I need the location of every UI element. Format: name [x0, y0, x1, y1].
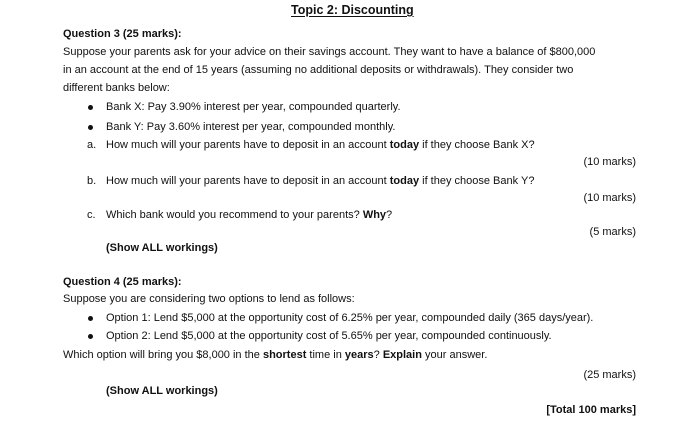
prompt-emphasis-years: years: [344, 349, 374, 361]
prompt-text: Which option will bring you $8,000 in the: [63, 349, 263, 361]
part-b-text-end: if they choose Bank Y?: [419, 175, 535, 187]
total-marks: [Total 100 marks]: [546, 404, 636, 416]
part-c-text: Which bank would you recommend to your parents?: [106, 209, 363, 221]
question-4-workings: (Show ALL workings): [106, 385, 218, 397]
part-b-text: How much will your parents have to deposit in an account: [106, 175, 390, 187]
part-a-emphasis: today: [389, 139, 420, 151]
part-c-question: [106, 210, 392, 221]
bullet-icon: [88, 105, 93, 110]
part-a-marks: (10 marks): [583, 156, 636, 168]
prompt-text: time in: [306, 349, 345, 361]
option-2-bullet: Option 2: Lend $5,000 at the opportunity cost of 5.65% per year, compounded continuously.: [106, 330, 552, 342]
bullet-icon: [88, 316, 93, 321]
prompt-text: ?: [373, 349, 383, 361]
question-3-intro-line-3: different banks below:: [63, 82, 170, 94]
part-a-text-end: if they choose Bank X?: [419, 139, 535, 151]
option-1-bullet: Option 1: Lend $5,000 at the opportunity cost of 6.25% per year, compounded daily (365 days/year).: [106, 312, 594, 324]
prompt-emphasis-shortest: shortest: [262, 349, 307, 361]
prompt-emphasis-explain: Explain: [382, 349, 422, 361]
part-a-label: a.: [87, 139, 97, 151]
prompt-text: your answer.: [421, 349, 488, 361]
part-c-emphasis: Why: [362, 209, 387, 221]
part-a-question: [106, 140, 535, 151]
question-3-workings: (Show ALL workings): [106, 242, 218, 254]
question-4-marks: (25 marks): [583, 369, 636, 381]
question-3-heading: Question 3 (25 marks):: [63, 28, 182, 40]
part-b-marks: (10 marks): [583, 192, 636, 204]
bullet-icon: [88, 334, 93, 339]
question-4-prompt: [63, 350, 487, 361]
part-c-marks: (5 marks): [589, 226, 636, 238]
part-c-text-end: ?: [386, 209, 393, 221]
question-3-intro-line-2: in an account at the end of 15 years (assuming no additional deposits or withdrawals). They consider two: [63, 64, 574, 76]
part-a-text: How much will your parents have to deposit in an account: [106, 139, 390, 151]
bullet-icon: [88, 125, 93, 130]
part-b-question: [106, 176, 534, 187]
part-b-emphasis: today: [389, 175, 420, 187]
question-4-intro: Suppose you are considering two options to lend as follows:: [63, 293, 355, 305]
question-4-heading: Question 4 (25 marks):: [63, 276, 182, 288]
part-b-label: b.: [87, 175, 97, 187]
part-c-label: c.: [87, 209, 96, 221]
question-3-intro-line-1: Suppose your parents ask for your advice on their savings account. They want to have a balance of $800,000: [63, 46, 596, 58]
bank-x-bullet: Bank X: Pay 3.90% interest per year, compounded quarterly.: [106, 101, 401, 113]
bank-y-bullet: Bank Y: Pay 3.60% interest per year, compounded monthly.: [106, 121, 396, 133]
page-title: Topic 2: Discounting: [291, 3, 414, 17]
